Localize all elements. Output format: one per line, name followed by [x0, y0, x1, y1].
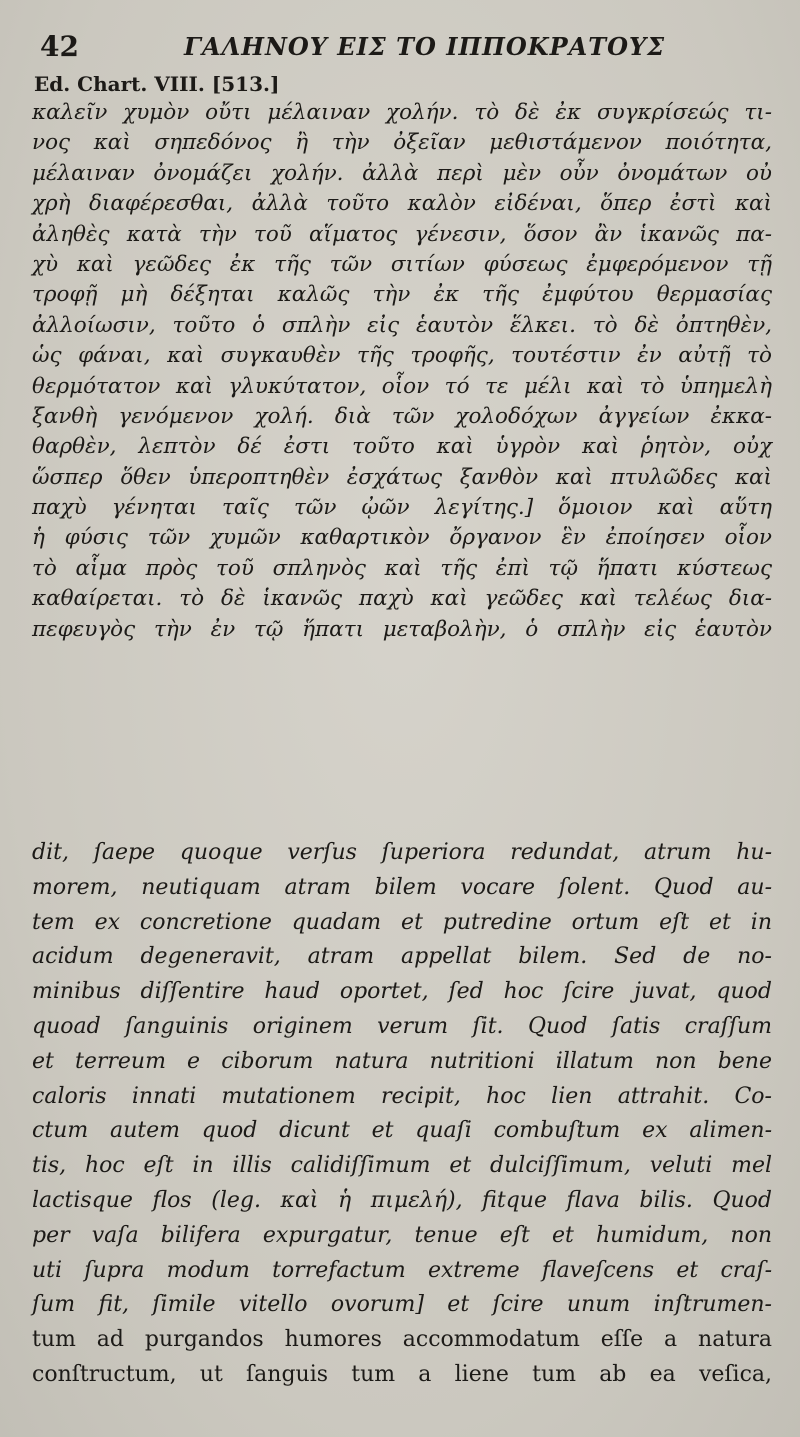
greek-text-line: μέλαιναν ὀνομάζει χολήν. ἀλλὰ περὶ μὲν οὖν ὀνομάτων οὐ [32, 160, 772, 186]
latin-text-line: tem ex concretione quadam et putredine ortum eſt et in [32, 909, 772, 935]
latin-text-line: caloris innati mutationem recipit, hoc lien attrahit. Co- [32, 1083, 772, 1109]
latin-text-line: morem, neutiquam atram bilem vocare ſolent. Quod au- [32, 874, 772, 900]
greek-text-line: ἀληθὲς κατὰ τὴν τοῦ αἵματος γένεσιν, ὅσον ἂν ἱκανῶς πα- [32, 221, 772, 247]
greek-text-line: χὺ καὶ γεῶδες ἐκ τῆς τῶν σιτίων φύσεως ἐμφερόμενον τῇ [32, 251, 772, 277]
latin-text-line: minibus diſſentire haud oportet, ſed hoc ſcire juvat, quod [32, 979, 772, 1005]
latin-text-line: quoad ſanguinis originem verum ſit. Quod ſatis craſſum [32, 1013, 772, 1039]
greek-text-line: ὥσπερ ὅθεν ὑπεροπτηθὲν ἐσχάτως ξανθὸν καὶ πτυλῶδες καὶ [32, 464, 772, 490]
greek-text-line: θερμότατον καὶ γλυκύτατον, οἷον τό τε μέλι καὶ τὸ ὑπημελὴ [32, 373, 772, 399]
greek-text-line: ξανθὴ γενόμενον χολή. διὰ τῶν χολοδόχων ἀγγείων ἐκκα- [32, 403, 772, 429]
greek-text-line: θαρθὲν, λεπτὸν δέ ἐστι τοῦτο καὶ ὑγρὸν καὶ ῥητὸν, οὐχ [32, 434, 772, 460]
running-title: ΓΑΛΗΝΟΥ ΕΙΣ ΤΟ ΙΠΠΟΚΡΑΤΟΥΣ [184, 32, 666, 61]
greek-text-line: τὸ αἷμα πρὸς τοῦ σπληνὸς καὶ τῆς ἐπὶ τῷ ἥπατι κύστεως [32, 555, 772, 581]
page-number: 42 [40, 30, 79, 63]
greek-text-line: χρὴ διαφέρεσθαι, ἀλλὰ τοῦτο καλὸν εἰδέναι, ὅπερ ἐστὶ καὶ [32, 191, 772, 217]
greek-text-line: πεφευγὸς τὴν ἐν τῷ ἥπατι μεταβολὴν, ὁ σπλὴν εἰς ἑαυτὸν [32, 616, 772, 642]
latin-text-line: ctum autem quod dicunt et quaſi combuſtum ex alimen- [32, 1118, 772, 1144]
edition-reference: Ed. Chart. VIII. [513.] [34, 72, 280, 96]
latin-text-line: dit, ſaepe quoque verſus ſuperiora redundat, atrum hu- [32, 840, 772, 865]
latin-text-line: ſum fit, ſimile vitello ovorum] et ſcire unum inſtrumen- [32, 1292, 772, 1318]
latin-text-line: lactisque flos (leg. καὶ ἡ πιμελή), fitque flava bilis. Quod [32, 1187, 772, 1213]
greek-text-line: ἡ φύσις τῶν χυμῶν καθαρτικὸν ὄργανον ἓν ἐποίησεν οἷον [32, 525, 772, 551]
column-divider [40, 780, 760, 781]
latin-text-line: et terreum e ciborum natura nutritioni illatum non bene [32, 1048, 772, 1074]
greek-text-line: παχὺ γένηται ταῖς τῶν ᾠῶν λεγίτης.] ὅμοιον καὶ αὕτη [32, 495, 772, 521]
greek-text-line: νος καὶ σηπεδόνος ἢ τὴν ὀξεῖαν μεθιστάμενον ποιότητα, [32, 130, 772, 156]
greek-text-block [32, 98, 772, 645]
latin-text-line: conſtructum, ut ſanguis tum a liene tum ab ea veſica, [32, 1361, 772, 1387]
greek-text-line: καλεῖν χυμὸν οὔτι μέλαιναν χολήν. τὸ δὲ ἐκ συγκρίσεώς τι- [32, 100, 772, 125]
latin-text-line: per vaſa bilifera expurgatur, tenue eſt et humidum, non [32, 1222, 772, 1248]
greek-text-line: τροφῇ μὴ δέξηται καλῶς τὴν ἐκ τῆς ἐμφύτου θερμασίας [32, 282, 772, 308]
latin-text-line: uti ſupra modum torrefactum extreme flaveſcens et craſ- [32, 1257, 772, 1283]
greek-text-line: ἀλλοίωσιν, τοῦτο ὁ σπλὴν εἰς ἑαυτὸν ἕλκει. τὸ δὲ ὀπτηθὲν, [32, 312, 772, 338]
page-header [34, 28, 774, 68]
greek-text-line: καθαίρεται. τὸ δὲ ἱκανῶς παχὺ καὶ γεῶδες καὶ τελέως δια- [32, 586, 772, 612]
greek-text-line: ὡς φάναι, καὶ συγκαυθὲν τῆς τροφῆς, τουτέστιν ἐν αὐτῇ τὸ [32, 343, 772, 369]
latin-text-line: tum ad purgandos humores accommodatum eſſe a natura [32, 1327, 772, 1353]
latin-text-line: acidum degeneravit, atram appellat bilem. Sed de no- [32, 944, 772, 970]
latin-text-block [32, 836, 772, 1393]
latin-text-line: tis, hoc eſt in illis calidiſſimum et dulciſſimum, veluti mel [32, 1153, 772, 1179]
